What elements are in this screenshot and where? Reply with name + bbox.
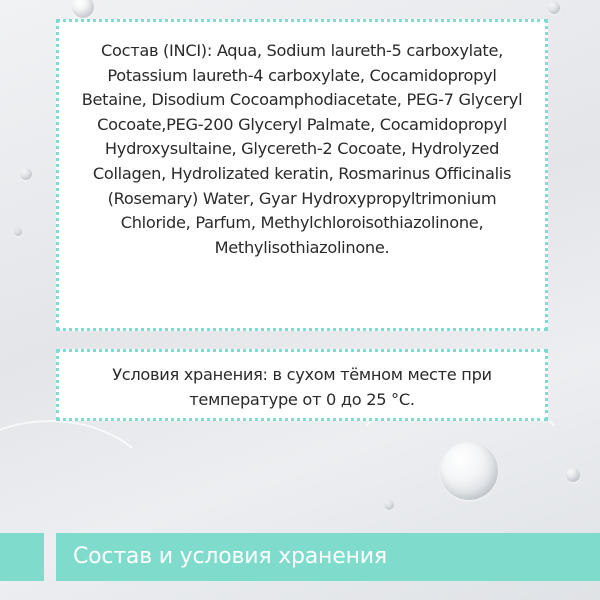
water-droplet [14,228,22,236]
banner-tab [0,533,44,581]
storage-card [56,349,548,421]
water-droplet [20,168,32,180]
storage-text: Условия хранения: в сухом тёмном месте при температуре от 0 до 25 °С. [112,365,492,409]
water-droplet [548,2,560,14]
water-droplet [566,468,580,482]
composition-card [56,19,548,331]
water-droplet [72,0,94,18]
section-title: Состав и условия хранения [73,544,387,569]
section-title-banner [56,533,600,581]
water-droplet [384,500,394,510]
composition-text: Состав (INCI): Aqua, Sodium laureth-5 carboxylate, Potassium laureth-4 carboxylate, Cocamidopropyl Betaine, Disodium Cocoamphodiacetate, PEG-7 Glyceryl Cocoate,PEG-200 Glyceryl Palmate, Cocamidopropyl Hydroxysultaine, Glycereth-2 Cocoate, Hydrolyzed Collagen, Hydrolizated keratin, Rosmarinus Officinalis (Rosemary) Water, Gyar Hydroxypropyltrimonium Chloride, Parfum, Methylchloroisothiazolinone, Methylisothiazolinone. [81,41,523,257]
water-droplet [440,442,498,500]
